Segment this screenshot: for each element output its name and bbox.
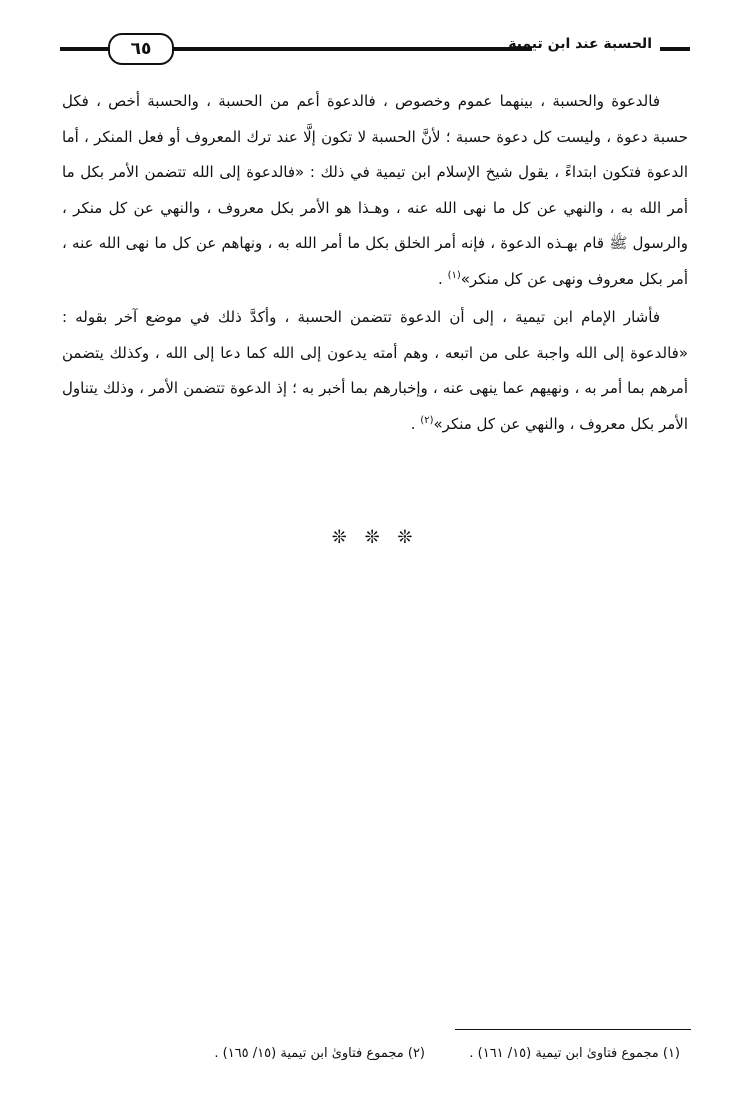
footnote-reference[interactable]: (٢) — [420, 414, 434, 426]
paragraph — [62, 300, 688, 442]
footnote-item: (١) مجموع فتاوىٰ ابن تيمية (١٥/ ١٦١) . — [469, 1046, 680, 1061]
section-separator: ❊ ❊ ❊ — [331, 527, 419, 548]
main-text — [62, 84, 688, 442]
paragraph — [62, 84, 688, 297]
running-title: الحسبة عند ابن تيمية — [508, 36, 652, 52]
page-number: ٦٥ — [108, 33, 174, 65]
footnote-divider — [455, 1029, 691, 1030]
paragraph-text: فأشار الإمام ابن تيمية ، إلى أن الدعوة تتضمن الحسبة ، وأكدَّ ذلك في موضع آخر بقوله : «فالدعوة إلى الله واجبة على من اتبعه ، وهم أمته يدعون إلى الله كما دعا إلى الله ، وكذلك يتضمن أمرهم بما أمر به ، ونهيهم عما ينهى عنه ، وإخبارهم بما أخبر به ؛ إذ الدعوة تتضمن الأمر ، وذلك يتناول الأمر بكل معروف ، والنهي عن كل منكر» — [62, 308, 688, 433]
footnote-reference[interactable]: (١) — [447, 269, 461, 281]
paragraph-end: . — [438, 269, 448, 288]
paragraph-end: . — [410, 414, 421, 433]
header-rule-right — [660, 47, 690, 51]
paragraph-text: فالدعوة والحسبة ، بينهما عموم وخصوص ، فالدعوة أعم من الحسبة ، والحسبة أخص ، فكل حسبة دعوة ، وليست كل دعوة حسبة ؛ لأنَّ الحسبة لا تكون إلَّا عند ترك المعروف أو فعل المنكر ، أما الدعوة فتكون ابتداءً ، يقول شيخ الإسلام ابن تيمية في ذلك : «فالدعوة إلى الله تتضمن الأمر بكل ما أمر الله به ، والنهي عن كل ما نهى الله عنه ، وهـذا هو الأمر بكل معروف ، والنهي عن كل منكر ، والرسول ﷺ قام بهـذه الدعوة ، فإنه أمر الخلق بكل ما أمر الله به ، ونهاهم عن كل ما نهى الله عنه ، أمر بكل معروف ونهى عن كل منكر» — [62, 92, 688, 288]
page-header — [60, 30, 690, 66]
footnote-item: (٢) مجموع فتاوىٰ ابن تيمية (١٥/ ١٦٥) . — [214, 1046, 425, 1061]
